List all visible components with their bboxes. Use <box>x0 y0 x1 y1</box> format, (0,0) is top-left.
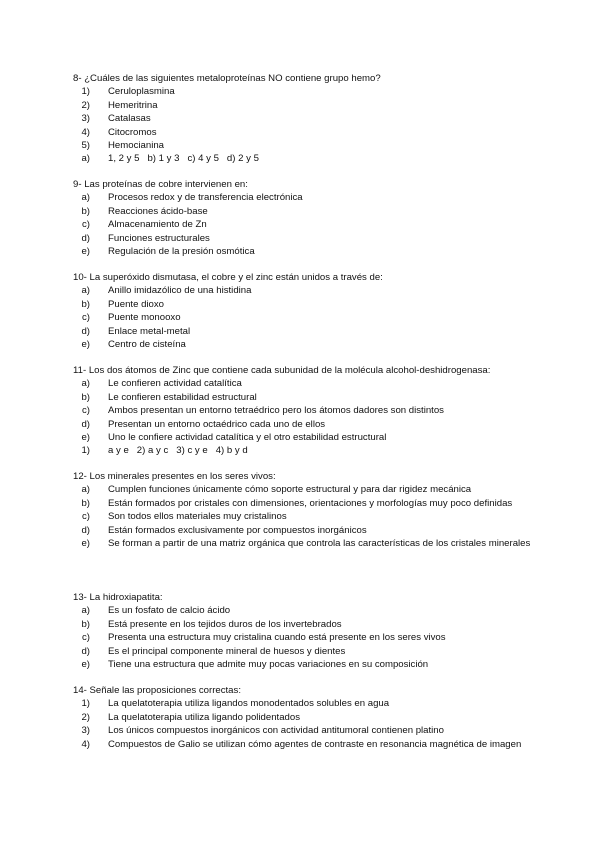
option-marker: 1) <box>81 698 90 710</box>
option-item <box>73 126 543 139</box>
option-list <box>73 604 543 671</box>
question-title: 9- Las proteínas de cobre intervienen en: <box>73 179 248 190</box>
option-item <box>73 232 543 245</box>
option-item <box>73 218 543 231</box>
question-title: 8- ¿Cuáles de las siguientes metaloproteínas NO contiene grupo hemo? <box>73 73 381 84</box>
option-item <box>73 711 543 724</box>
option-list <box>73 191 543 258</box>
option-text: Puente dioxo <box>108 298 165 310</box>
option-text: Uno le confiere actividad catalítica y el otro estabilidad estructural <box>108 432 387 444</box>
option-text: Presentan un entorno octaédrico cada uno de ellos <box>108 418 326 430</box>
option-marker: d) <box>81 645 90 657</box>
question-14 <box>73 684 543 751</box>
option-text: La quelatoterapia utiliza ligandos monodentados solubles en agua <box>108 698 390 710</box>
option-text: Regulación de la presión osmótica <box>108 246 255 258</box>
question-title: 10- La superóxido dismutasa, el cobre y el zinc están unidos a través de: <box>73 272 383 283</box>
option-item <box>73 112 543 125</box>
option-marker: c) <box>82 219 90 231</box>
option-text: Está presente en los tejidos duros de los invertebrados <box>108 618 342 630</box>
question-12 <box>73 470 543 550</box>
option-text: Es un fosfato de calcio ácido <box>108 605 231 617</box>
option-text: Reacciones ácido-base <box>108 205 208 217</box>
option-marker: 4) <box>81 126 90 138</box>
option-marker: c) <box>82 312 90 324</box>
option-marker: 3) <box>81 113 90 125</box>
option-marker: a) <box>81 192 90 204</box>
option-marker: 5) <box>81 140 90 152</box>
option-text: Anillo imidazólico de una histidina <box>108 285 252 297</box>
option-marker: 4) <box>81 738 90 750</box>
option-marker: 3) <box>81 725 90 737</box>
option-text: Le confieren estabilidad estructural <box>108 391 257 403</box>
option-marker: c) <box>82 511 90 523</box>
option-marker: c) <box>82 405 90 417</box>
option-text: Son todos ellos materiales muy cristalinos <box>108 511 287 523</box>
option-text: Cumplen funciones únicamente cómo soporte estructural y para dar rigidez mecánica <box>108 484 472 496</box>
option-item <box>73 631 543 644</box>
option-marker: b) <box>81 497 90 509</box>
option-marker: 2) <box>81 711 90 723</box>
option-text: Citocromos <box>108 126 157 138</box>
option-text: Funciones estructurales <box>108 232 210 244</box>
option-item <box>73 404 543 417</box>
option-text: La quelatoterapia utiliza ligando polidentados <box>108 711 301 723</box>
option-text: Hemeritrina <box>108 99 158 111</box>
option-item <box>73 537 543 550</box>
option-item <box>73 524 543 537</box>
option-item <box>73 205 543 218</box>
option-marker: 1) <box>81 86 90 98</box>
option-list <box>73 377 543 457</box>
option-item <box>73 510 543 523</box>
option-item <box>73 377 543 390</box>
option-marker: a) <box>81 153 90 165</box>
option-list <box>73 284 543 351</box>
option-text: Los únicos compuestos inorgánicos con actividad antitumoral contienen platino <box>108 725 444 737</box>
option-item <box>73 645 543 658</box>
question-10 <box>73 271 543 351</box>
option-text: Tiene una estructura que admite muy pocas variaciones en su composición <box>108 659 429 671</box>
option-item <box>73 483 543 496</box>
option-text: Están formados por cristales con dimensiones, orientaciones y morfologías muy poco definidas <box>108 497 513 509</box>
option-marker: d) <box>81 325 90 337</box>
option-marker: e) <box>81 538 90 550</box>
option-item <box>73 697 543 710</box>
option-text: Enlace metal-metal <box>108 325 191 337</box>
option-marker: c) <box>82 632 90 644</box>
option-text: Compuestos de Galio se utilizan cómo agentes de contraste en resonancia magnética de imagen <box>108 738 522 750</box>
option-marker: a) <box>81 605 90 617</box>
option-item <box>73 658 543 671</box>
option-marker: a) <box>81 484 90 496</box>
option-item <box>73 391 543 404</box>
question-8 <box>73 72 543 166</box>
option-text: Almacenamiento de Zn <box>108 219 207 231</box>
option-text: Se forman a partir de una matriz orgánica que controla las características de los cristales minerales <box>108 538 531 550</box>
option-text: Ceruloplasmina <box>108 86 175 98</box>
option-text: Centro de cisteína <box>108 339 186 351</box>
question-9 <box>73 178 543 258</box>
question-title: 12- Los minerales presentes en los seres vivos: <box>73 471 276 482</box>
option-text: Es el principal componente mineral de huesos y dientes <box>108 645 346 657</box>
option-item <box>73 618 543 631</box>
option-item <box>73 191 543 204</box>
option-item <box>73 325 543 338</box>
option-text: Ambos presentan un entorno tetraédrico pero los átomos dadores son distintos <box>108 405 444 417</box>
option-item <box>73 738 543 751</box>
option-marker: e) <box>81 659 90 671</box>
option-marker: b) <box>81 205 90 217</box>
option-text: Están formados exclusivamente por compuestos inorgánicos <box>108 524 367 536</box>
option-item <box>73 724 543 737</box>
option-text: Presenta una estructura muy cristalina cuando está presente en los seres vivos <box>108 632 446 644</box>
option-item <box>73 99 543 112</box>
question-11 <box>73 364 543 458</box>
option-text: Puente monooxo <box>108 312 181 324</box>
question-title: 13- La hidroxiapatita: <box>73 592 163 603</box>
option-item <box>73 431 543 444</box>
option-list <box>73 697 543 751</box>
option-marker: e) <box>81 246 90 258</box>
option-marker: b) <box>81 391 90 403</box>
answer-combination <box>73 152 543 165</box>
option-item <box>73 284 543 297</box>
option-list <box>73 85 543 165</box>
option-marker: e) <box>81 339 90 351</box>
option-marker: b) <box>81 298 90 310</box>
option-marker: e) <box>81 432 90 444</box>
option-item <box>73 338 543 351</box>
option-text: Hemocianina <box>108 140 164 152</box>
option-marker: a) <box>81 285 90 297</box>
option-marker: d) <box>81 418 90 430</box>
question-title: 14- Señale las proposiciones correctas: <box>73 685 241 696</box>
question-title: 11- Los dos átomos de Zinc que contiene cada subunidad de la molécula alcohol-deshidrogenasa: <box>73 365 491 376</box>
option-marker: b) <box>81 618 90 630</box>
option-marker: d) <box>81 232 90 244</box>
option-item <box>73 418 543 431</box>
option-item <box>73 604 543 617</box>
option-marker: a) <box>81 378 90 390</box>
option-text: Le confieren actividad catalítica <box>108 378 242 390</box>
option-item <box>73 139 543 152</box>
option-marker: 2) <box>81 99 90 111</box>
question-13 <box>73 591 543 671</box>
option-item <box>73 85 543 98</box>
answer-combination <box>73 444 543 457</box>
option-text: Catalasas <box>108 113 151 125</box>
option-text: 1, 2 y 5 b) 1 y 3 c) 4 y 5 d) 2 y 5 <box>108 153 259 165</box>
option-text: Procesos redox y de transferencia electrónica <box>108 192 303 204</box>
option-marker: 1) <box>81 445 90 457</box>
option-item <box>73 497 543 510</box>
option-list <box>73 483 543 550</box>
option-item <box>73 245 543 258</box>
option-marker: d) <box>81 524 90 536</box>
option-text: a y e 2) a y c 3) c y e 4) b y d <box>108 445 248 457</box>
option-item <box>73 311 543 324</box>
option-item <box>73 298 543 311</box>
